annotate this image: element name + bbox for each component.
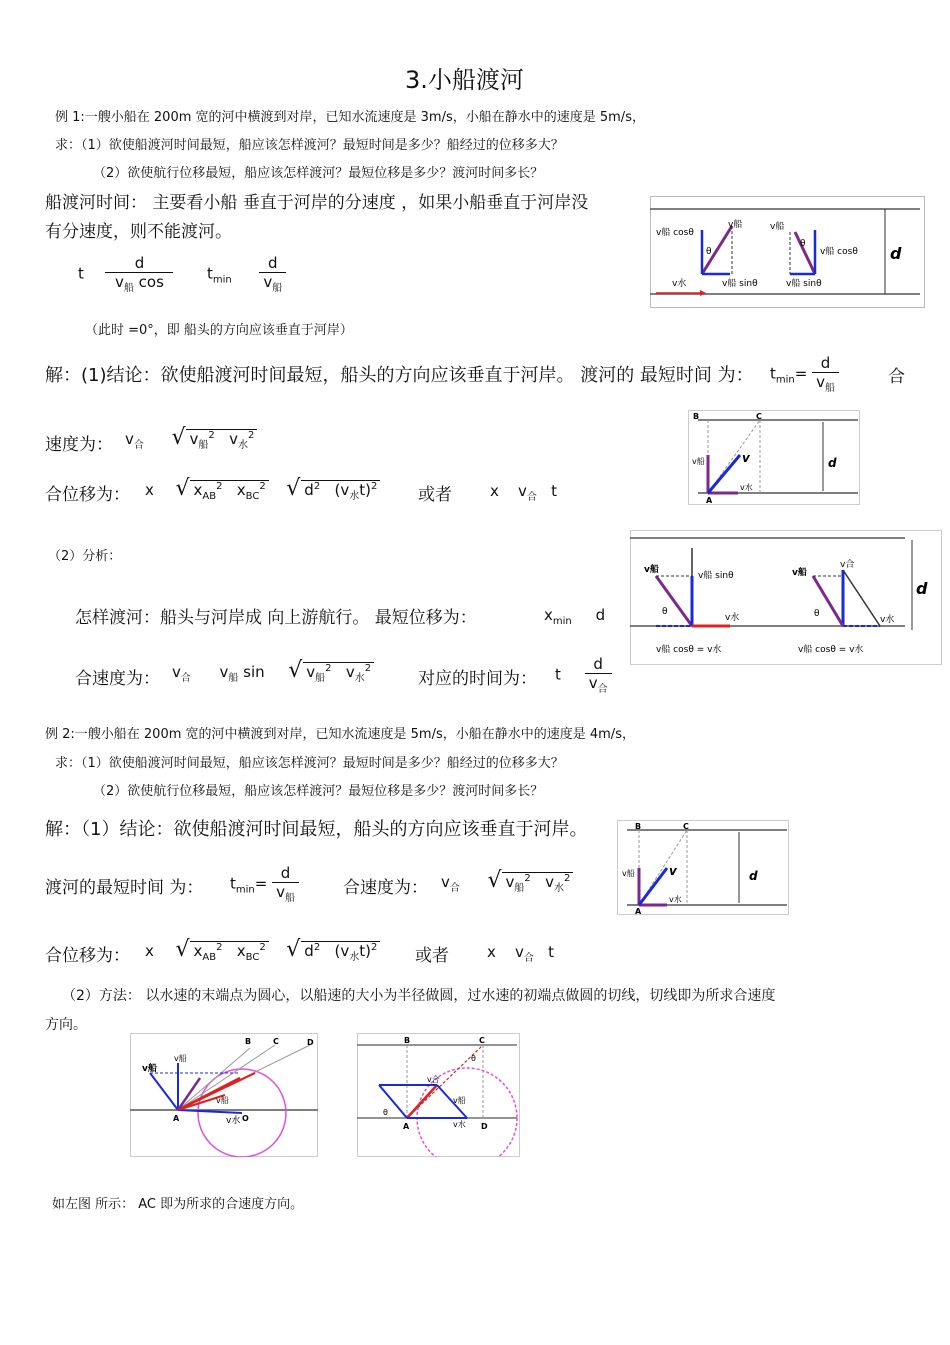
formula-tmin-fraction: $\frac{d}{v_船}$ — [259, 254, 286, 294]
solution2-line1: 解：（1）结论：欲使船渡河时间最短，船头的方向应该垂直于河岸。 — [45, 819, 588, 840]
theta-label: θ — [706, 247, 712, 257]
svg-text:v水: v水 — [880, 615, 895, 625]
diagram-velocity-components — [650, 196, 925, 308]
svg-text:v船: v船 — [453, 1096, 466, 1105]
svg-text:θ: θ — [471, 1054, 476, 1063]
svg-text:θ: θ — [662, 607, 668, 617]
time-formula: t $\frac{d}{v_合}$ — [555, 655, 612, 695]
svg-text:D: D — [481, 1122, 488, 1131]
svg-text:v合: v合 — [840, 560, 855, 570]
tmin-formula-2: $t_{min}=$ $\frac{d}{v_船}$ — [230, 864, 299, 904]
vsin-label: v船 sinθ — [722, 279, 758, 289]
formula-t-fraction: $\frac{d}{v_船 \cos}$ — [105, 254, 173, 294]
width-label: d — [890, 244, 902, 263]
svg-text:v船: v船 — [622, 869, 635, 878]
svg-text:B: B — [404, 1036, 411, 1045]
speed2-label: 合速度为： — [75, 669, 160, 689]
svg-text:v船 cosθ = v水: v船 cosθ = v水 — [798, 645, 864, 655]
example2-line2: 求：（1）欲使船渡河时间最短，船应该怎样渡河？最短时间是多少？船经过的位移多大？ — [55, 756, 564, 771]
svg-text:A: A — [706, 496, 713, 505]
svg-text:A: A — [635, 907, 642, 915]
svg-text:v水: v水 — [453, 1120, 466, 1129]
svg-text:v船: v船 — [792, 568, 807, 578]
example1-line1: 例 1:一艘小船在 200m 宽的河中横渡到对岸，已知水流速度是 3m/s，小船在静水中的速度是 5m/s， — [55, 110, 645, 125]
svg-text:B: B — [245, 1037, 252, 1046]
diagram-frame — [651, 197, 925, 308]
vchuan-label-2: v船 — [770, 222, 785, 232]
svg-text:v水: v水 — [725, 613, 740, 623]
xmin-formula: $x_{min}$ d — [544, 606, 606, 627]
how-to-cross: 怎样渡河：船头与河岸成 向上游航行。 最短位移为： — [75, 608, 477, 628]
displacement-alt-1: x $v_合$ t — [490, 482, 558, 503]
svg-text:C: C — [479, 1036, 485, 1045]
svg-text:v水: v水 — [740, 483, 753, 492]
svg-text:θ: θ — [383, 1108, 388, 1117]
svg-text:v船: v船 — [216, 1096, 229, 1105]
svg-text:D: D — [307, 1038, 314, 1047]
svg-text:d: d — [749, 869, 758, 883]
diagram-circle-method-1 — [130, 1033, 318, 1157]
svg-text:θ: θ — [814, 609, 820, 619]
displacement-alt-2: x $v_合$ t — [487, 943, 555, 964]
speed-label: 速度为： — [45, 435, 113, 455]
example1-line2: 求：（1）欲使船渡河时间最短，船应该怎样渡河？最短时间是多少？船经过的位移多大？ — [55, 138, 564, 153]
diagram-min-time-2 — [617, 820, 789, 915]
svg-text:d: d — [828, 456, 837, 470]
svg-text:v: v — [742, 451, 750, 465]
diagram-circle-method-2 — [357, 1033, 520, 1157]
theta-label-2: θ — [800, 239, 806, 249]
svg-text:v船 cosθ = v水: v船 cosθ = v水 — [656, 645, 722, 655]
svg-text:v船: v船 — [644, 565, 659, 575]
svg-text:v船: v船 — [142, 1064, 157, 1074]
svg-text:v合: v合 — [427, 1075, 440, 1084]
or-text-2: 或者 — [415, 946, 449, 966]
diagram-min-displacement — [630, 530, 942, 665]
svg-text:v船 sinθ: v船 sinθ — [698, 571, 734, 581]
method-line1: （2）方法： 以水速的末端点为圆心，以船速的大小为半径做圆，过水速的初端点做圆的切线，切线即为所求合速度 — [62, 988, 776, 1004]
page-title: 3.小船渡河 — [405, 66, 524, 94]
example2-line1: 例 2:一艘小船在 200m 宽的河中横渡到对岸，已知水流速度是 5m/s，小船在静水中的速度是 4m/s， — [45, 727, 635, 742]
svg-text:O: O — [242, 1114, 249, 1123]
method-line2: 方向。 — [45, 1017, 87, 1033]
tmin-formula-1: $t_{min}=$ $\frac{d}{v_船}$ — [770, 354, 839, 394]
svg-text:C: C — [273, 1037, 279, 1046]
svg-text:B: B — [635, 822, 642, 831]
or-text-1: 或者 — [418, 485, 452, 505]
theta-note: （此时 =0°，即 船头的方向应该垂直于河岸） — [85, 323, 353, 338]
speed-label-2: 合速度为： — [343, 878, 428, 898]
svg-text:B: B — [693, 412, 700, 421]
svg-text:A: A — [403, 1122, 410, 1131]
displacement-label: 合位移为： — [45, 485, 130, 505]
diagram-min-time-1 — [688, 410, 860, 505]
vcos-label: v船 cosθ — [656, 228, 694, 238]
vshui-label: v水 — [672, 279, 687, 289]
displacement-formula-1: x √ $x_{AB}^2$ $x_{BC}^2$ √ $d^2$ $(v_水t)^2$ — [145, 476, 380, 502]
example1-line3: （2）欲使航行位移最短，船应该怎样渡河？最短位移是多少？渡河时间多长？ — [93, 166, 544, 181]
svg-text:v水: v水 — [669, 895, 682, 904]
min-time-label-2: 渡河的最短时间 为： — [45, 878, 204, 898]
svg-text:A: A — [173, 1114, 180, 1123]
theory-line2: 有分速度，则不能渡河。 — [45, 222, 232, 242]
speed-formula-1: $v_合$ √ $v_船^2$ $v_水^2$ — [125, 425, 257, 451]
svg-text:C: C — [683, 822, 689, 831]
solution1-line1: 解：(1)结论：欲使船渡河时间最短，船头的方向应该垂直于河岸。 渡河的 最短时间 为： — [45, 365, 754, 386]
vchuan-label: v船 — [728, 220, 743, 230]
example2-line3: （2）欲使航行位移最短，船应该怎样渡河？最短位移是多少？渡河时间多长？ — [93, 784, 544, 799]
displacement-formula-2: x √ $x_{AB}^2$ $x_{BC}^2$ √ $d^2$ $(v_水t)^2$ — [145, 937, 380, 963]
svg-text:C: C — [756, 412, 762, 421]
theory-line1: 船渡河时间： 主要看小船 垂直于河岸的分速度 ，如果小船垂直于河岸没 — [45, 193, 589, 213]
formula-t: t $\frac{d}{v_船 \cos}$ $t_{min}$ $\frac{d}{v_船}$ — [78, 254, 286, 294]
svg-text:v船: v船 — [692, 457, 705, 466]
svg-text:v船: v船 — [174, 1054, 187, 1063]
svg-text:v水: v水 — [226, 1116, 241, 1126]
vsin-label-2: v船 sinθ — [786, 279, 822, 289]
conclusion: 如左图 所示： AC 即为所求的合速度方向。 — [52, 1197, 304, 1212]
svg-text:d: d — [916, 579, 928, 598]
svg-text:v: v — [669, 864, 677, 878]
speed-formula-2: $v_合$ √ $v_船^2$ $v_水^2$ — [441, 868, 573, 894]
time-label: 对应的时间为： — [418, 669, 537, 689]
speed2-formula: $v_合$ $v_船$ sin √ $v_船^2$ $v_水^2$ — [172, 658, 374, 684]
vcos-label-2: v船 cosθ — [820, 247, 858, 257]
he-char: 合 — [888, 367, 905, 387]
part2-label: （2）分析： — [48, 549, 122, 564]
displacement-label-2: 合位移为： — [45, 946, 130, 966]
